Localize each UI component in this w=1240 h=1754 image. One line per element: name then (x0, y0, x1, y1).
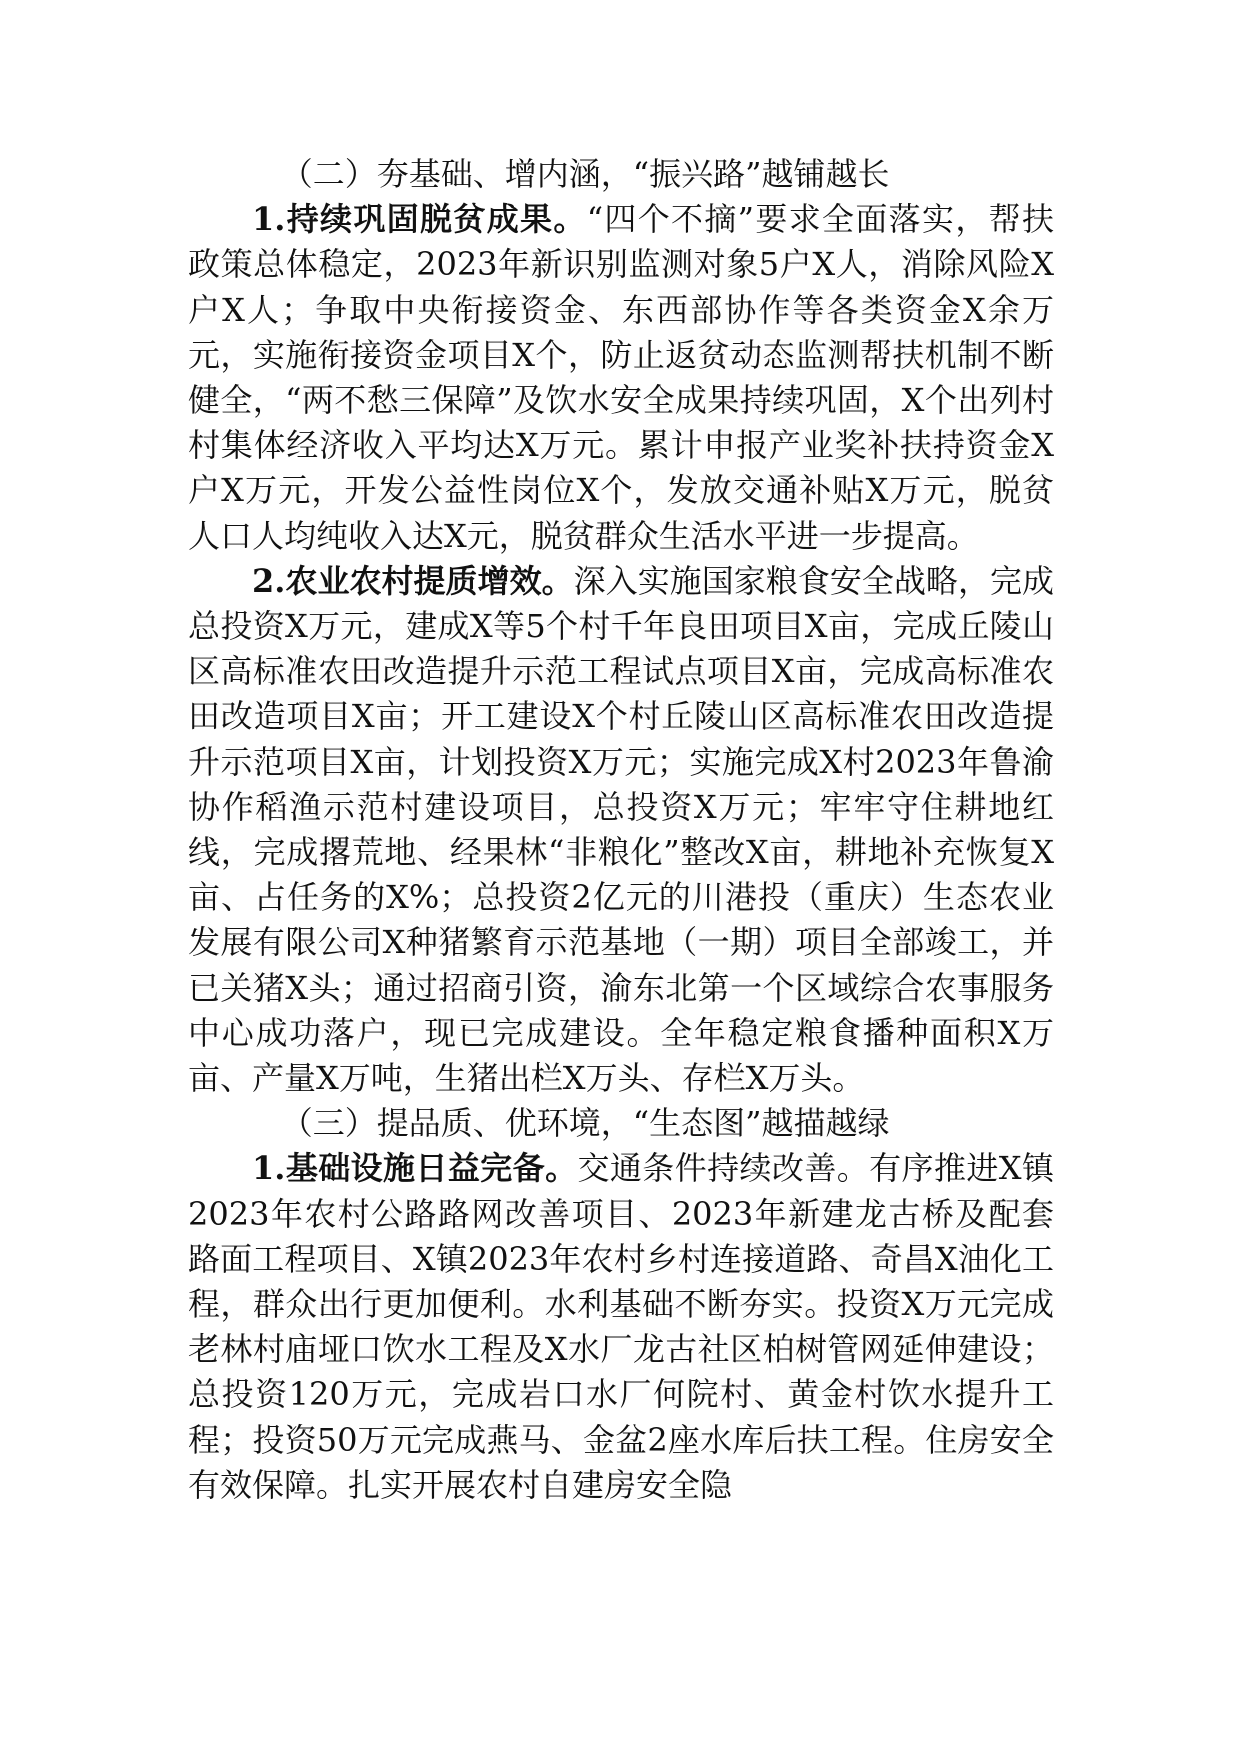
paragraph-text: 深入实施国家粮食安全战略，完成总投资X万元，建成X等5个村千年良田项目X亩，完成丘陵山区高标准农田改造提升示范工程试点项目X亩，完成高标准农田改造项目X亩；开工建设X个村丘陵山区高标准农田改造提升示范项目X亩，计划投资X万元；实施完成X村2023年鲁渝协作稻渔示范村建设项目，总投资X万元；牢牢守住耕地红线，完成撂荒地、经果林“非粮化”整改X亩，耕地补充恢复X亩、占任务的X%；总投资2亿元的川港投（重庆）生态农业发展有限公司X种猪繁育示范基地（一期）项目全部竣工，并已关猪X头；通过招商引资，渝东北第一个区域综合农事服务中心成功落户，现已完成建设。全年稳定粮食播种面积X万亩、产量X万吨，生猪出栏X万头、存栏X万头。 (188, 561, 1054, 1098)
paragraph-text: “四个不摘”要求全面落实，帮扶政策总体稳定，2023年新识别监测对象5户X人，消除风险X户X人；争取中央衔接资金、东西部协作等各类资金X余万元，实施衔接资金项目X个，防止返贫动态监测帮扶机制不断健全，“两不愁三保障”及饮水安全成果持续巩固，X个出列村村集体经济收入平均达X万元。累计申报产业奖补扶持资金X户X万元，开发公益性岗位X个，发放交通补贴X万元，脱贫人口人均纯收入达X元，脱贫群众生活水平进一步提高。 (188, 200, 1054, 555)
section-heading-3: （三）提品质、优环境，“生态图”越描越绿 (280, 1104, 890, 1143)
paragraph-text: 交通条件持续改善。有序推进X镇2023年农村公路路网改善项目、2023年新建龙古桥及配套路面工程项目、X镇2023年农村乡村连接道路、奇昌X油化工程，群众出行更加便利。水利基础不断夯实。投资X万元完成老林村庙垭口饮水工程及X水厂龙古社区柏树管网延伸建设；总投资120万元，完成岩口水厂何院村、黄金村饮水提升工程；投资50万元完成燕马、金盆2座水库后扶工程。住房安全有效保障。扎实开展农村自建房安全隐 (188, 1149, 1054, 1504)
paragraph-title: 1.持续巩固脱贫成果。 (252, 200, 587, 239)
paragraph-consolidate-poverty-alleviation (188, 197, 1054, 559)
paragraph-title: 2.农业农村提质增效。 (252, 561, 574, 600)
section-heading-2: （二）夯基础、增内涵，“振兴路”越铺越长 (280, 155, 890, 193)
document-body (188, 152, 1054, 1508)
paragraph-title: 1.基础设施日益完备。 (252, 1149, 578, 1188)
paragraph-agriculture-quality (188, 559, 1054, 1101)
paragraph-infrastructure (188, 1146, 1054, 1508)
